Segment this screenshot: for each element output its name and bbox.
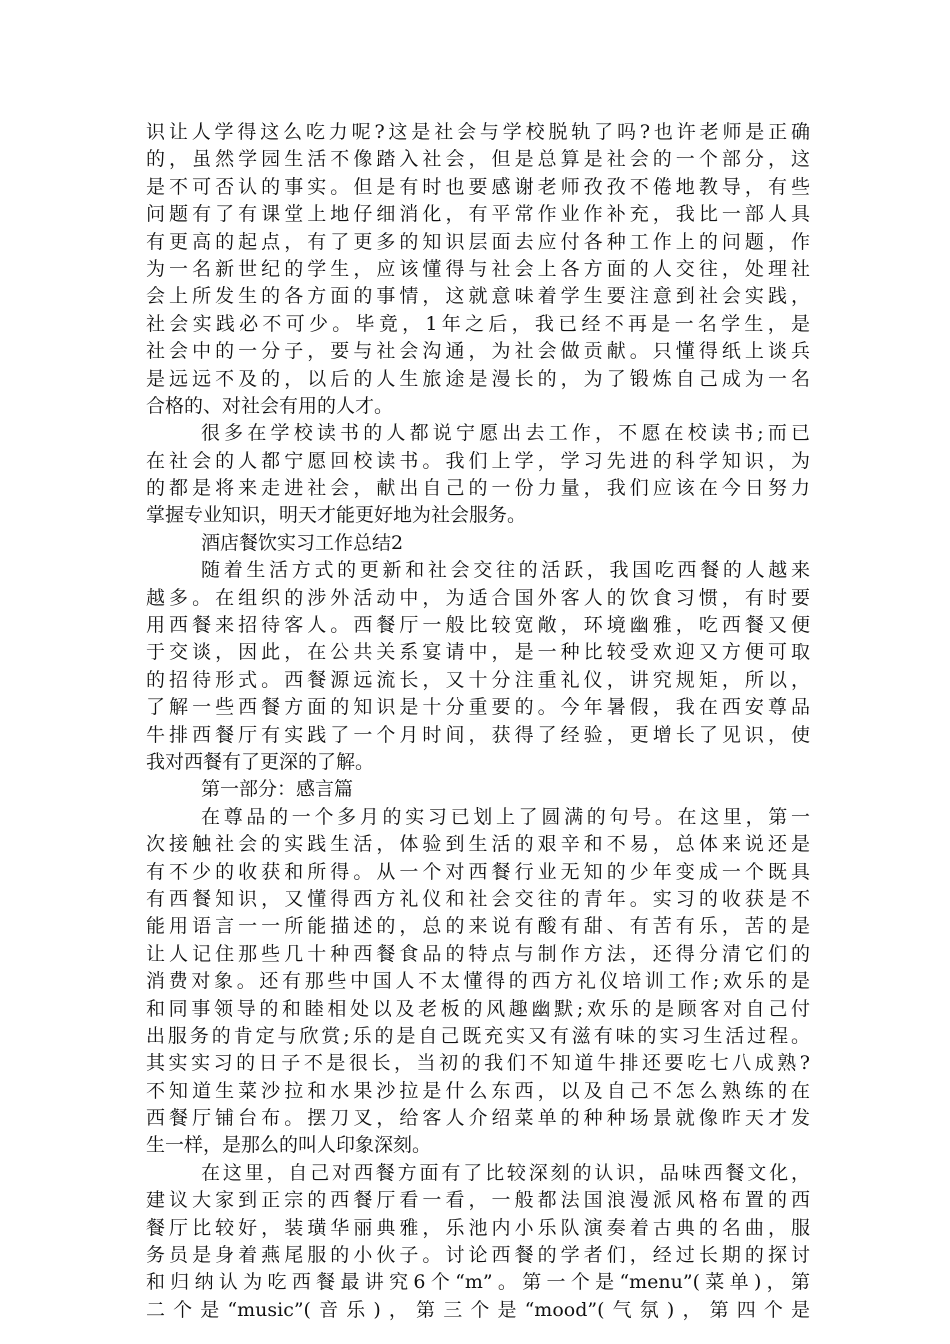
text-line: 和同事领导的和睦相处以及老板的风趣幽默;欢乐的是顾客对自己付 [146,997,810,1020]
text-line: 社会实践必不可少。毕竟，1年之后，我已经不再是一名学生，是 [146,312,810,335]
text-line: 掌握专业知识，明天才能更好地为社会服务。 [146,504,527,527]
text-line: 用西餐来招待客人。西餐厅一般比较宽敞，环境幽雅，吃西餐又便 [146,614,810,637]
text-line: 西餐厅铺台布。摆刀叉，给客人介绍菜单的种种场景就像昨天才发 [146,1107,810,1130]
text-line: 的招待形式。西餐源远流长，又十分注重礼仪，讲究规矩，所以， [146,668,810,691]
text-line: 其实实习的日子不是很长，当初的我们不知道牛排还要吃七八成熟? [146,1052,810,1075]
text-line: 能用语言一一所能描述的，总的来说有酸有甜、有苦有乐，苦的是 [146,915,810,938]
text-line: 的都是将来走进社会，献出自己的一份力量，我们应该在今日努力 [146,477,810,500]
text-line: 在社会的人都宁愿回校读书。我们上学，学习先进的科学知识，为 [146,449,810,472]
text-line: 会上所发生的各方面的事情，这就意味着学生要注意到社会实践， [146,285,810,308]
text-line: 识让人学得这么吃力呢?这是社会与学校脱轨了吗?也许老师是正确 [146,121,810,143]
text-line: 问题有了有课堂上地仔细消化，有平常作业作补充，我比一部人具 [146,203,810,226]
text-line: 随着生活方式的更新和社会交往的活跃，我国吃西餐的人越来 [201,559,810,582]
text-line: 我对西餐有了更深的了解。 [146,750,375,773]
text-line: 很多在学校读书的人都说宁愿出去工作，不愿在校读书;而已 [201,422,810,445]
text-line: 为一名新世纪的学生，应该懂得与社会上各方面的人交往，处理社 [146,257,810,280]
text-line: 了解一些西餐方面的知识是十分重要的。今年暑假，我在西安尊品 [146,696,810,719]
text-line: 建议大家到正宗的西餐厅看一看，一般都法国浪漫派风格布置的西 [146,1189,810,1212]
text-line: 有更高的起点，有了更多的知识层面去应付各种工作上的问题，作 [146,230,810,253]
text-line: 于交谈，因此，在公共关系宴请中，是一种比较受欢迎又方便可取 [146,641,810,664]
text-line: 牛排西餐厅有实践了一个月时间，获得了经验，更增长了见识，使 [146,723,810,746]
text-line: 不知道生菜沙拉和水果沙拉是什么东西，以及自己不怎么熟练的在 [146,1079,810,1102]
text-line: 让人记住那些几十种西餐食品的特点与制作方法，还得分清它们的 [146,942,810,965]
text-line: 餐厅比较好，装璜华丽典雅，乐池内小乐队演奏着古典的名曲，服 [146,1216,810,1239]
text-line: 有不少的收获和所得。从一个对西餐行业无知的少年变成一个既具 [146,860,810,883]
text-line: 消费对象。还有那些中国人不太懂得的西方礼仪培训工作;欢乐的是 [146,970,810,993]
paragraph-2 [146,420,810,530]
text-line: 和归纳认为吃西餐最讲究6个“m”。第一个是“menu”(菜单)，第 [146,1271,810,1294]
text-line: 的，虽然学园生活不像踏入社会，但是总算是社会的一个部分，这 [146,148,810,171]
text-line: 在尊品的一个多月的实习已划上了圆满的句号。在这里，第一 [201,805,810,828]
text-line: 是远远不及的，以后的人生旅途是漫长的，为了锻炼自己成为一名 [146,367,810,390]
text-line: 次接触社会的实践生活，体验到生活的艰辛和不易，总体来说还是 [146,833,810,856]
paragraph-1 [146,119,810,420]
heading-line: 酒店餐饮实习工作总结2 [201,531,404,554]
section-heading [146,530,810,557]
section-heading [146,776,810,803]
text-line: 有西餐知识，又懂得西方礼仪和社会交往的青年。实习的收获是不 [146,887,810,910]
text-line: 生一样，是那么的叫人印象深刻。 [146,1134,432,1157]
text-line: 二个是“music”(音乐)，第三个是“mood”(气氛)，第四个是 [146,1298,810,1321]
text-line: 出服务的肯定与欣赏;乐的是自己既充实又有滋有味的实习生活过程。 [146,1024,810,1047]
text-line: 在这里，自己对西餐方面有了比较深刻的认识，品味西餐文化， [201,1161,810,1184]
paragraph-4 [146,804,810,1160]
text-line: 合格的、对社会有用的人才。 [146,394,394,417]
paragraph-3 [146,557,810,776]
document-page [146,119,810,1324]
heading-line: 第一部分：感言篇 [201,778,354,801]
text-line: 越多。在组织的涉外活动中，为适合国外客人的饮食习惯，有时要 [146,586,810,609]
text-line: 社会中的一分子，要与社会沟通，为社会做贡献。只懂得纸上谈兵 [146,340,810,363]
paragraph-5 [146,1160,810,1324]
text-line: 是不可否认的事实。但是有时也要感谢老师孜孜不倦地教导，有些 [146,175,810,198]
text-line: 务员是身着燕尾服的小伙子。讨论西餐的学者们，经过长期的探讨 [146,1244,810,1267]
